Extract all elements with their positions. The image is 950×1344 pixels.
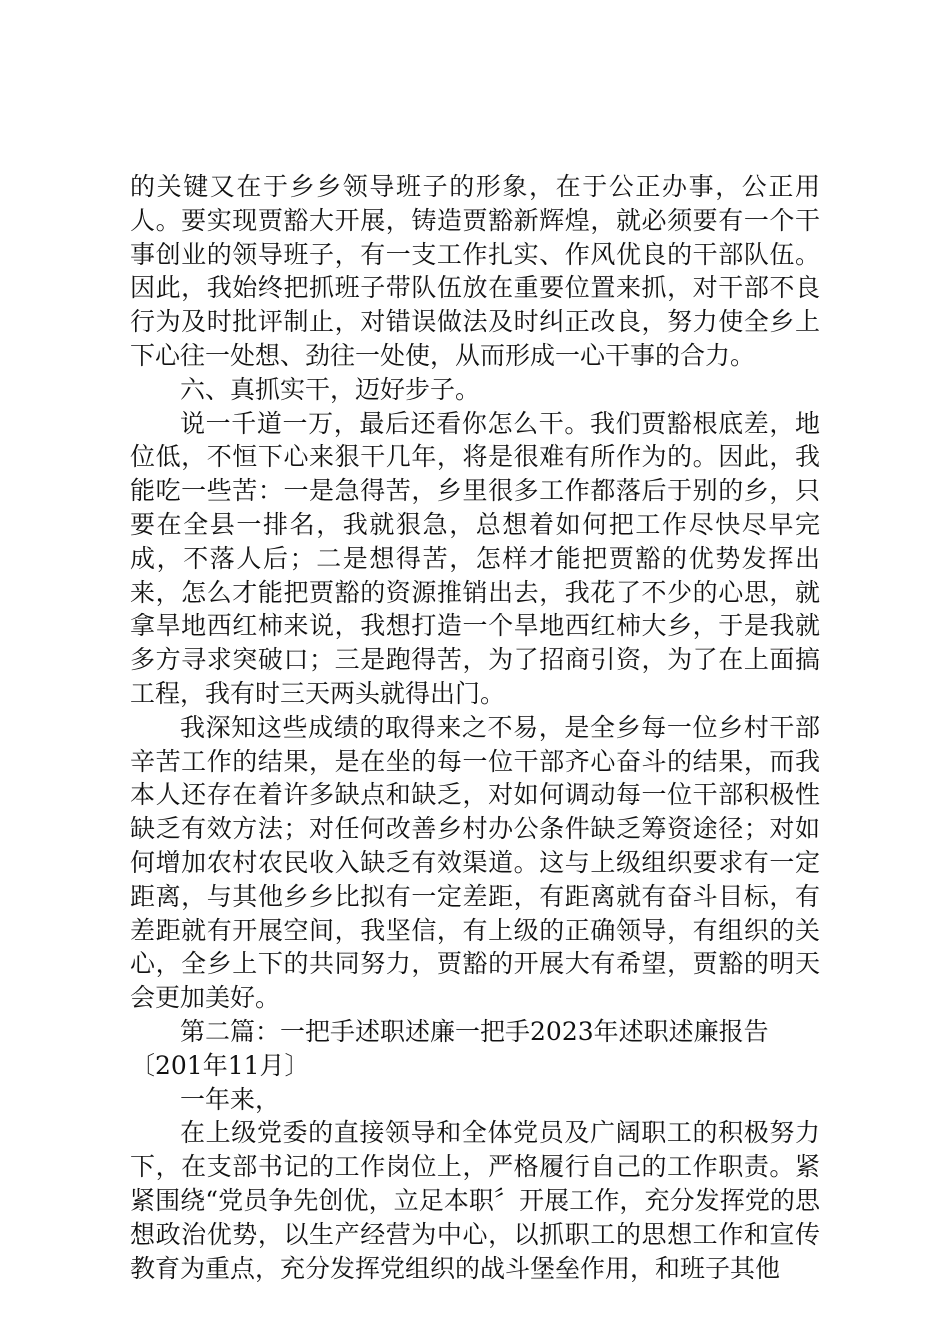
chapter-title-second: 第二篇：一把手述职述廉一把手2023年述职述廉报告 bbox=[180, 1016, 769, 1046]
paragraph-opening: 一年来， bbox=[180, 1084, 281, 1114]
paragraph-party-work: 在上级党委的直接领导和全体党员及广阔职工的积极努力下，在支部书记的工作岗位上，严格履行自己的工作职责。紧紧围绕“党员争先创优，立足本职〞开展工作，充分发挥党的思想政治优势，以生产经营为中心，以抓职工的思想工作和宣传教育为重点，充分发挥党组织的战斗堡垒作用，和班子其他 bbox=[130, 1118, 820, 1283]
section-heading-six: 六、真抓实干，迈好步子。 bbox=[180, 374, 481, 404]
document-body bbox=[130, 170, 820, 1285]
paragraph-achievements: 我深知这些成绩的取得来之不易，是全乡每一位乡村干部辛苦工作的结果，是在坐的每一位干部齐心奋斗的结果，而我本人还存在着许多缺点和缺乏，对如何调动每一位干部积极性缺乏有效方法；对任何改善乡村办公条件缺乏筹资途径；对如何增加农村农民收入缺乏有效渠道。这与上级组织要求有一定距离，与其他乡乡比拟有一定差距，有距离就有奋斗目标，有差距就有开展空间，我坚信，有上级的正确领导，有组织的关心，全乡上下的共同努力，贾豁的开展大有希望，贾豁的明天会更加美好。 bbox=[130, 712, 820, 1013]
paragraph-hard-work: 说一千道一万，最后还看你怎么干。我们贾豁根底差，地位低，不恒下心来狠干几年，将是很难有所作为的。因此，我能吃一些苦：一是急得苦，乡里很多工作都落后于别的乡，只要在全县一排名，我就狠急，总想着如何把工作尽快尽早完成，不落人后；二是想得苦，怎样才能把贾豁的优势发挥出来，怎么才能把贾豁的资源推销出去，我花了不少的心思，就拿旱地西红柿来说，我想打造一个旱地西红柿大乡，于是我就多方寻求突破口；三是跑得苦，为了招商引资，为了在上面搞工程，我有时三天两头就得出门。 bbox=[130, 408, 820, 708]
report-date: 〔201年11月〕 bbox=[130, 1050, 310, 1080]
paragraph-leadership-image: 的关键又在于乡乡领导班子的形象，在于公正办事，公正用人。要实现贾豁大开展，铸造贾豁新辉煌，就必须要有一个干事创业的领导班子，有一支工作扎实、作风优良的干部队伍。因此，我始终把抓班子带队伍放在重要位置来抓，对干部不良行为及时批评制止，对错误做法及时纠正改良，努力使全乡上下心往一处想、劲往一处使，从而形成一心干事的合力。 bbox=[130, 172, 820, 370]
